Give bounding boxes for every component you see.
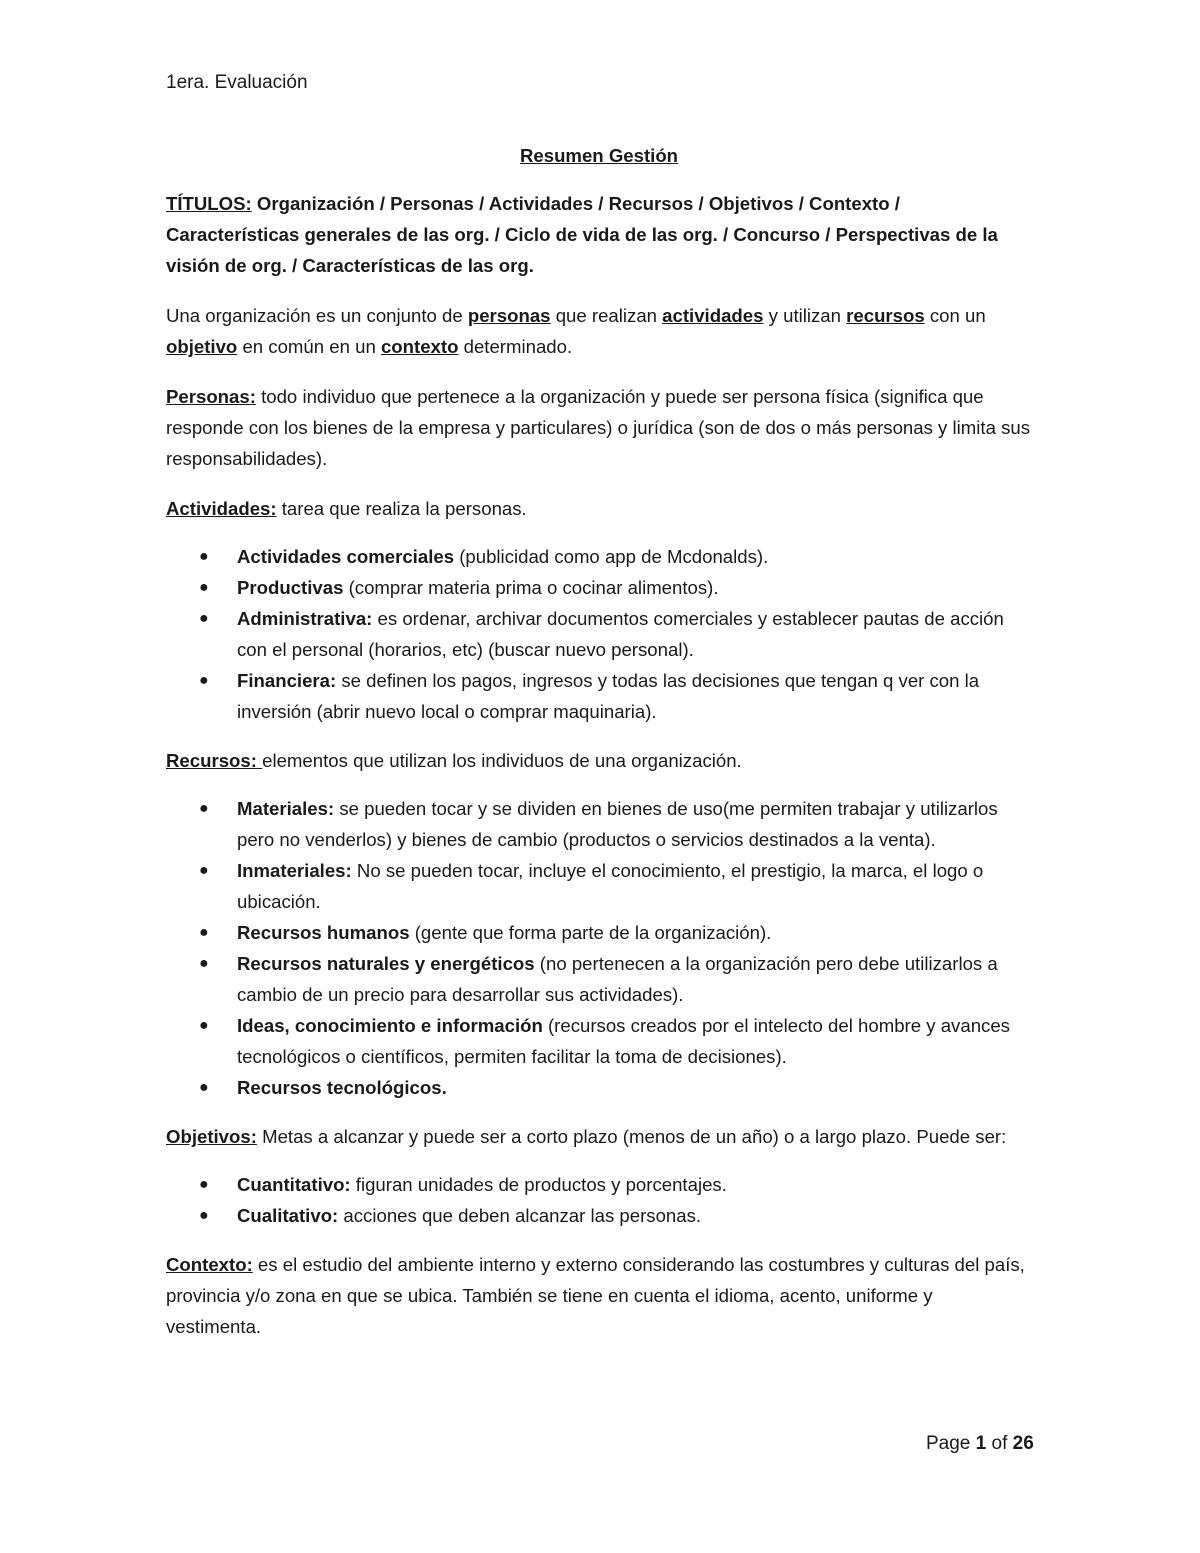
footer-page-word: Page — [926, 1433, 976, 1454]
intro-text: determinado. — [458, 336, 573, 357]
actividades-list — [166, 541, 1032, 727]
list-item — [166, 855, 1032, 917]
keyword-actividades: actividades — [662, 305, 764, 326]
item-term: Administrativa: — [237, 608, 373, 629]
item-term: Recursos humanos — [237, 922, 410, 943]
intro-text: Una organización es un conjunto de — [166, 305, 468, 326]
item-desc: (no pertenecen a la organización pero debe utilizarlos a cambio de un precio para desarrollar sus actividades). — [237, 953, 998, 1005]
bullet-icon: ● — [199, 1176, 209, 1193]
intro-text: con un — [924, 305, 986, 326]
bullet-icon: ● — [199, 610, 209, 627]
list-item — [166, 917, 1032, 948]
objetivos-paragraph — [166, 1121, 1032, 1152]
item-desc: es ordenar, archivar documentos comerciales y establecer pautas de acción con el personal (horarios, etc) (buscar nuevo personal). — [237, 608, 1004, 660]
item-desc: figuran unidades de productos y porcentajes. — [350, 1174, 727, 1195]
section-label-personas: Personas: — [166, 386, 256, 407]
section-label-actividades: Actividades: — [166, 498, 277, 519]
page-header — [166, 72, 308, 94]
titulos-label: TÍTULOS: — [166, 193, 252, 214]
item-desc: se pueden tocar y se dividen en bienes de uso(me permiten trabajar y utilizarlos pero no venderlos) y bienes de cambio (productos o servicios destinados a la venta). — [237, 798, 998, 850]
bullet-icon: ● — [199, 1017, 209, 1034]
bullet-icon: ● — [199, 548, 209, 565]
list-item — [166, 1072, 1032, 1103]
item-term: Materiales: — [237, 798, 335, 819]
item-term: Productivas — [237, 577, 344, 598]
item-term: Recursos tecnológicos. — [237, 1077, 447, 1098]
titulos-text: Organización / Personas / Actividades / Recursos / Objetivos / Contexto / Características generales de las org. / Ciclo de vida de las org. / Concurso / Perspectivas de la visión de org. / Características de las org. — [166, 193, 998, 276]
intro-text: que realizan — [550, 305, 663, 326]
keyword-contexto: contexto — [380, 336, 459, 357]
footer-of-word: of — [986, 1433, 1013, 1454]
footer-total-pages: 26 — [1012, 1433, 1034, 1454]
item-desc: No se pueden tocar, incluye el conocimiento, el prestigio, la marca, el logo o ubicación. — [237, 860, 984, 912]
bullet-icon: ● — [199, 1207, 209, 1224]
document-body — [166, 140, 1032, 1361]
personas-text: todo individuo que pertenece a la organización y puede ser persona física (significa que responde con los bienes de la empresa y particulares) o jurídica (son de dos o más personas y limita sus responsabilidades). — [166, 386, 1031, 469]
list-item — [166, 541, 1032, 572]
list-item — [166, 1169, 1032, 1200]
item-term: Cuantitativo: — [237, 1174, 351, 1195]
contexto-paragraph — [166, 1249, 1032, 1342]
bullet-icon: ● — [199, 672, 209, 689]
item-desc: acciones que deben alcanzar las personas. — [338, 1205, 702, 1226]
item-desc: (gente que forma parte de la organización). — [409, 922, 772, 943]
bullet-icon: ● — [199, 1079, 209, 1096]
item-term: Financiera: — [237, 670, 337, 691]
personas-paragraph — [166, 381, 1032, 474]
item-term: Ideas, conocimiento e información — [237, 1015, 543, 1036]
bullet-icon: ● — [199, 862, 209, 879]
list-item — [166, 1200, 1032, 1231]
item-desc: (recursos creados por el intelecto del hombre y avances tecnológicos o científicos, permiten facilitar la toma de decisiones). — [237, 1015, 1010, 1067]
section-label-contexto: Contexto: — [166, 1254, 253, 1275]
recursos-text: elementos que utilizan los individuos de una organización. — [262, 750, 742, 771]
item-term: Actividades comerciales — [237, 546, 455, 567]
item-term: Inmateriales: — [237, 860, 352, 881]
list-item — [166, 1010, 1032, 1072]
document-title: Resumen Gestión — [519, 145, 679, 166]
keyword-recursos: recursos — [846, 305, 925, 326]
objetivos-text: Metas a alcanzar y puede ser a corto plazo (menos de un año) o a largo plazo. Puede ser: — [256, 1126, 1007, 1147]
intro-text: y utilizan — [763, 305, 847, 326]
bullet-icon: ● — [199, 579, 209, 596]
bullet-icon: ● — [199, 955, 209, 972]
keyword-objetivo: objetivo — [166, 336, 238, 357]
bullet-icon: ● — [199, 924, 209, 941]
item-desc: se definen los pagos, ingresos y todas las decisiones que tengan q ver con la inversión (abrir nuevo local o comprar maquinaria). — [237, 670, 980, 722]
intro-paragraph — [166, 300, 1032, 362]
item-desc: (publicidad como app de Mcdonalds). — [454, 546, 769, 567]
contexto-text: es el estudio del ambiente interno y externo considerando las costumbres y culturas del país, provincia y/o zona en que se ubica. También se tiene en cuenta el idioma, acento, uniforme y vestimenta. — [166, 1254, 1025, 1337]
page-footer — [926, 1433, 1034, 1455]
intro-text: en común en un — [237, 336, 381, 357]
section-label-recursos: Recursos: — [166, 750, 263, 771]
list-item — [166, 793, 1032, 855]
item-desc: (comprar materia prima o cocinar alimentos). — [343, 577, 719, 598]
item-term: Cualitativo: — [237, 1205, 339, 1226]
list-item — [166, 603, 1032, 665]
list-item — [166, 665, 1032, 727]
actividades-paragraph — [166, 493, 1032, 524]
recursos-list — [166, 793, 1032, 1103]
item-term: Recursos naturales y energéticos — [237, 953, 535, 974]
keyword-personas: personas — [467, 305, 551, 326]
bullet-icon: ● — [199, 800, 209, 817]
section-label-objetivos: Objetivos: — [166, 1126, 257, 1147]
list-item — [166, 572, 1032, 603]
actividades-text: tarea que realiza la personas. — [276, 498, 527, 519]
titulos-paragraph — [166, 188, 1032, 281]
footer-current-page: 1 — [975, 1433, 987, 1454]
objetivos-list — [166, 1169, 1032, 1231]
list-item — [166, 948, 1032, 1010]
header-text: 1era. Evaluación — [166, 72, 308, 93]
recursos-paragraph — [166, 745, 1032, 776]
